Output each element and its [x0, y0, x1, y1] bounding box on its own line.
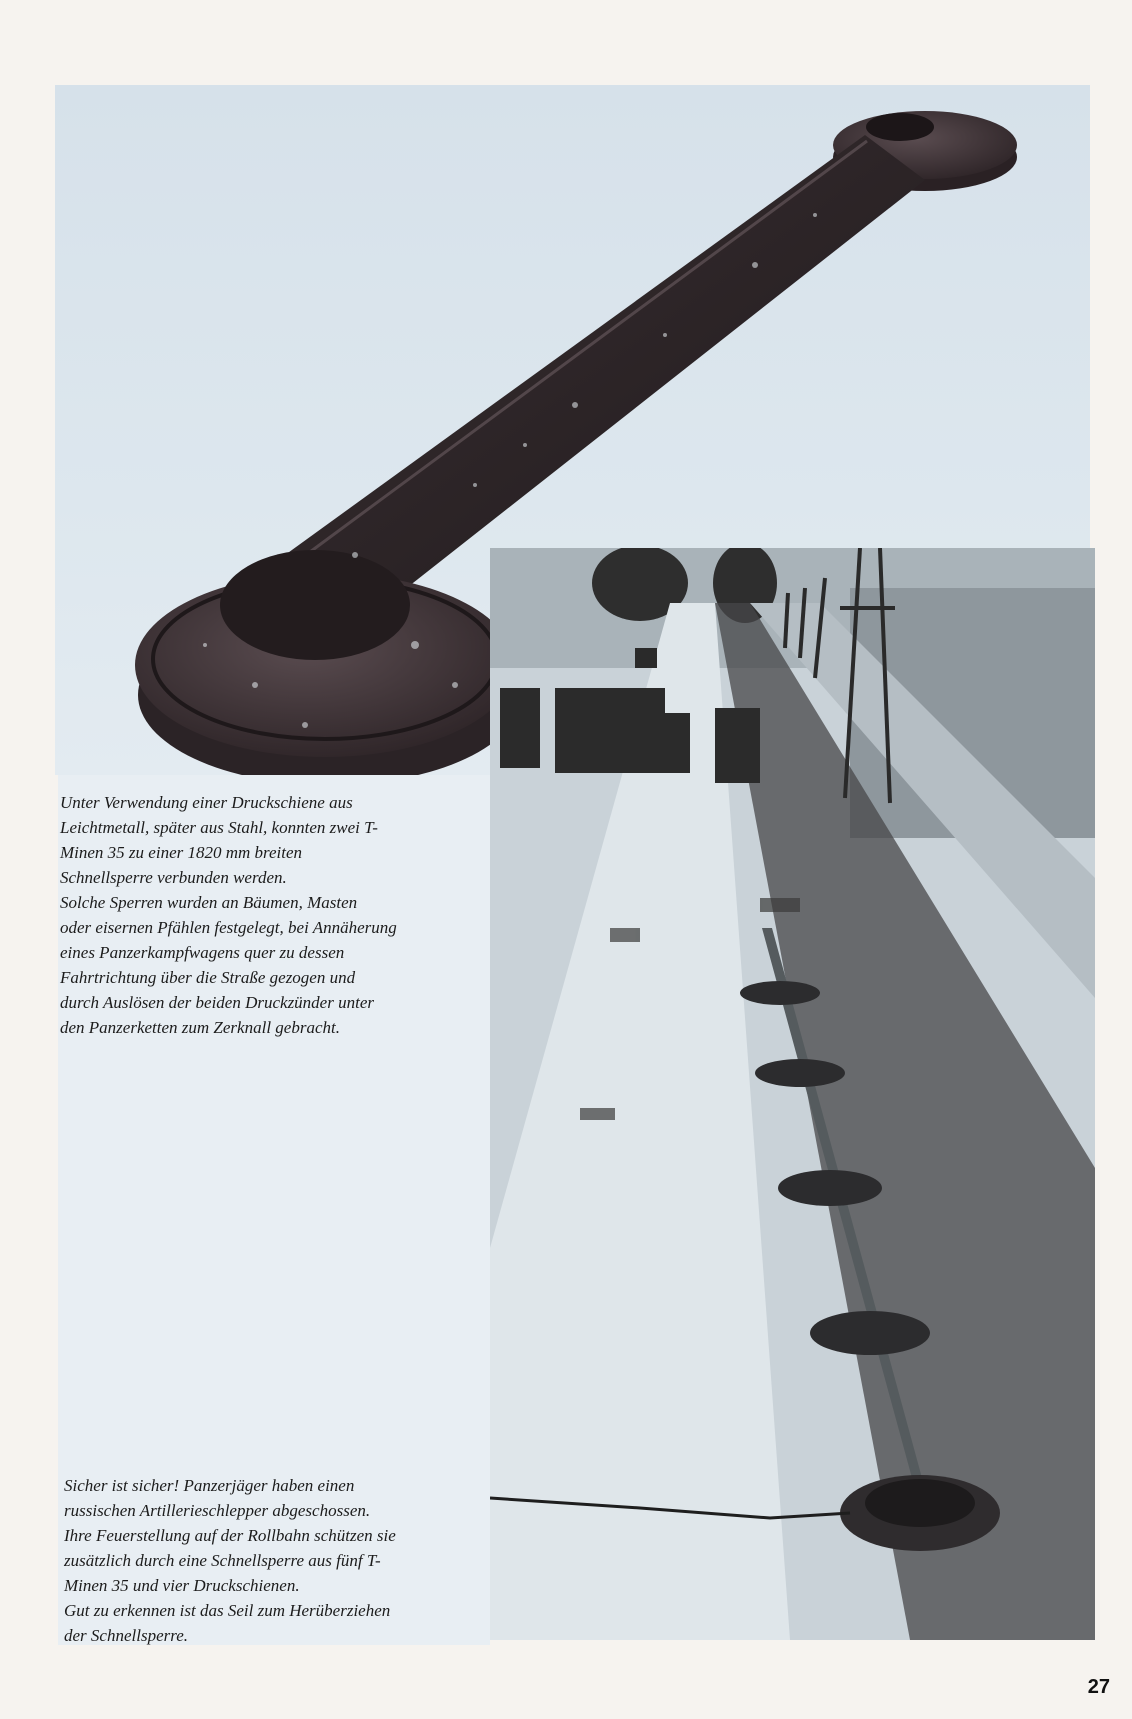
- road-barrier-photo: [490, 548, 1095, 1640]
- vehicle: [635, 648, 657, 668]
- far-mine-fuse: [866, 113, 934, 141]
- page-number: 27: [1087, 1676, 1110, 1698]
- road-barrier-illustration: [490, 548, 1095, 1640]
- pressure-rail: [285, 135, 925, 605]
- caption-road-barrier: Sicher ist sicher! Panzerjäger haben einen russischen Artillerieschlepper abgeschossen. Ihre Feuerstellung auf der Rollbahn schützen sie zusätzlich durch eine Schnellsperre aus fünf T- Minen 35 und vier Druckschienen. Gut zu erkennen ist das Seil zum Herüberziehen der Schnellsperre.: [64, 1476, 396, 1645]
- caption-mine-rail: Unter Verwendung einer Druckschiene aus Leichtmetall, später aus Stahl, konnten zwei T- Minen 35 zu einer 1820 mm breiten Schnellsperre verbunden werden. Solche Sperren wurden an Bäumen, Masten oder eisernen Pfählen festgelegt, bei Annäherung eines Panzerkampfwagens quer zu dessen Fahrtrichtung über die Straße gezogen und durch Auslösen der beiden Druckzünder unter den Panzerketten zum Zerknall gebracht.: [60, 793, 397, 1037]
- near-mine-fuse: [220, 550, 410, 660]
